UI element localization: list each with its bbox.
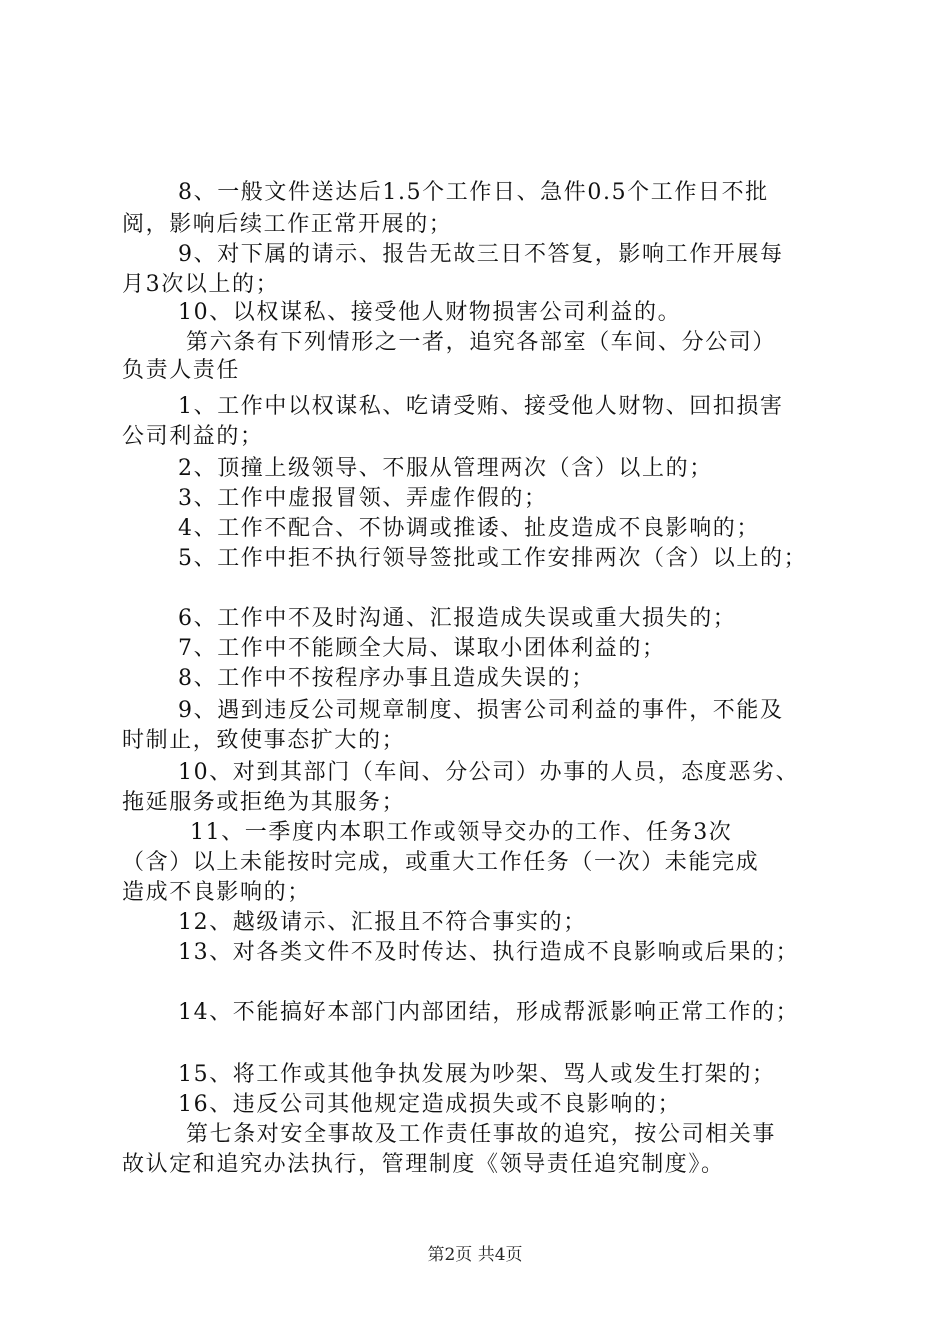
text-line: （含）以上未能按时完成，或重大工作任务（一次）未能完成: [122, 850, 760, 875]
text-line: 9、遇到违反公司规章制度、损害公司利益的事件，不能及: [178, 698, 784, 723]
text-line: 阅，影响后续工作正常开展的；: [122, 212, 453, 237]
text-line: 13、对各类文件不及时传达、执行造成不良影响或后果的；: [178, 940, 800, 965]
text-line: 月3次以上的；: [122, 272, 280, 297]
text-line: 15、将工作或其他争执发展为吵架、骂人或发生打架的；: [178, 1062, 776, 1087]
text-line: 8、工作中不按程序办事且造成失误的；: [178, 666, 595, 691]
text-line: 时制止，致使事态扩大的；: [122, 728, 406, 753]
section-heading: 第六条有下列情形之一者，追究各部室（车间、分公司）: [186, 330, 777, 355]
text-line: 11、一季度内本职工作或领导交办的工作、任务3次: [190, 820, 733, 845]
text-line: 负责人责任: [122, 358, 241, 383]
text-line: 拖延服务或拒绝为其服务；: [122, 790, 406, 815]
text-line: 8、一般文件送达后1.5个工作日、急件0.5个工作日不批: [178, 180, 769, 205]
text-line: 3、工作中虚报冒领、弄虚作假的；: [178, 486, 548, 511]
text-line: 2、顶撞上级领导、不服从管理两次（含）以上的；: [178, 456, 713, 481]
section-heading: 第七条对安全事故及工作责任事故的追究，按公司相关事: [186, 1122, 777, 1147]
text-line: 1、工作中以权谋私、吃请受贿、接受他人财物、回扣损害: [178, 394, 784, 419]
text-line: 7、工作中不能顾全大局、谋取小团体利益的；: [178, 636, 666, 661]
text-line: 故认定和追究办法执行，管理制度《领导责任追究制度》。: [122, 1152, 725, 1177]
text-line: 5、工作中拒不执行领导签批或工作安排两次（含）以上的；: [178, 546, 808, 571]
text-line: 10、以权谋私、接受他人财物损害公司利益的。: [178, 300, 682, 325]
text-line: 4、工作不配合、不协调或推诿、扯皮造成不良影响的；: [178, 516, 760, 541]
text-line: 6、工作中不及时沟通、汇报造成失误或重大损失的；: [178, 606, 737, 631]
text-line: 造成不良影响的；: [122, 880, 311, 905]
text-line: 14、不能搞好本部门内部团结，形成帮派影响正常工作的；: [178, 1000, 800, 1025]
text-line: 16、违反公司其他规定造成损失或不良影响的；: [178, 1092, 682, 1117]
text-line: 9、对下属的请示、报告无故三日不答复，影响工作开展每: [178, 242, 784, 267]
text-line: 12、越级请示、汇报且不符合事实的；: [178, 910, 587, 935]
text-line: 10、对到其部门（车间、分公司）办事的人员，态度恶劣、: [178, 760, 800, 785]
page-number-footer: 第2页 共4页: [427, 1245, 523, 1265]
text-line: 公司利益的；: [122, 424, 264, 449]
